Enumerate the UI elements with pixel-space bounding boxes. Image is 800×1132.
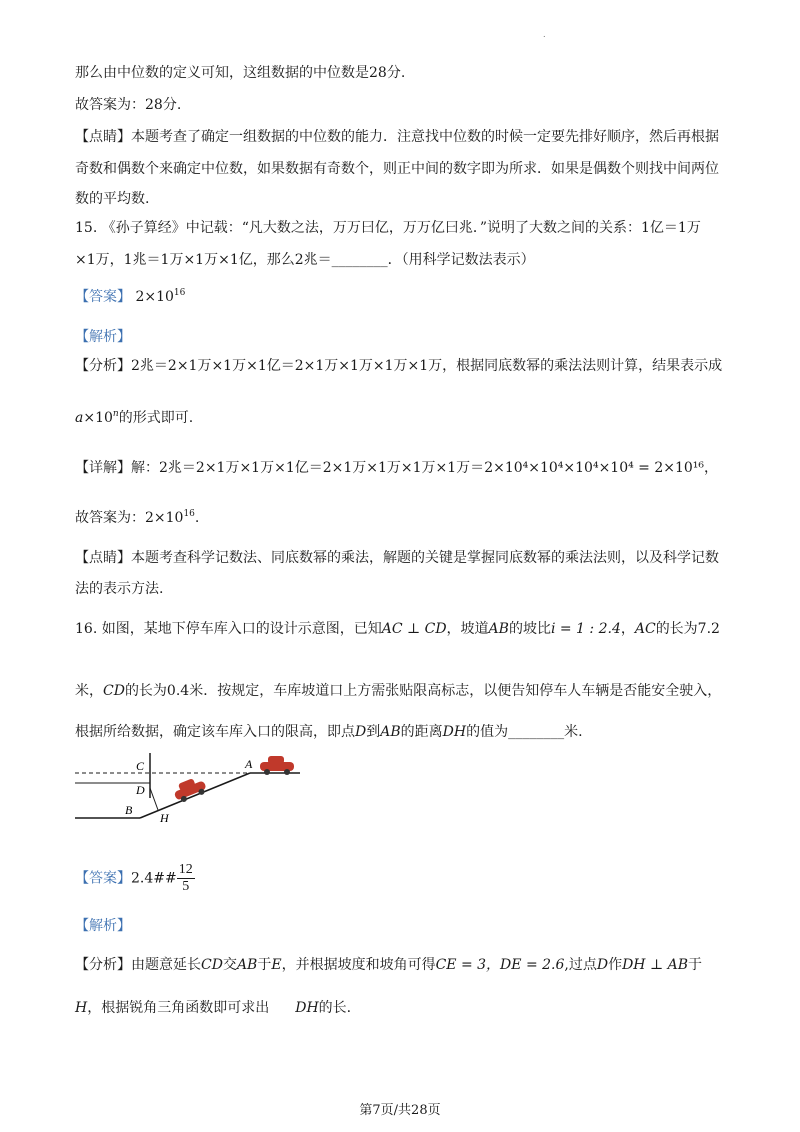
q16-text-9: 到 bbox=[366, 724, 381, 740]
analysis-16-tag: 【分析】 bbox=[75, 957, 131, 973]
q16-text-10: 的距离 bbox=[400, 724, 443, 740]
q16-text-3: 的坡比 bbox=[508, 621, 551, 637]
analysis-tail: 的形式即可. bbox=[118, 410, 194, 426]
detail-15 bbox=[75, 458, 740, 478]
q16-text-2: ，坡道 bbox=[446, 621, 489, 637]
top-mark: . bbox=[543, 30, 546, 39]
answer-16-text: 2.4## bbox=[131, 870, 177, 887]
analysis-16-line-1 bbox=[75, 955, 740, 975]
analysis-16-math-ab: AB bbox=[236, 957, 258, 973]
label-d: D bbox=[136, 783, 145, 797]
analysis-16-text-8: ，根据锐角三角函数即可求出 bbox=[87, 1000, 270, 1016]
comment-15-tag: 【点睛】 bbox=[75, 550, 131, 566]
detail-text: 解：2兆＝2×1万×1万×1亿＝2×1万×1万×1万×1万＝ bbox=[131, 460, 485, 476]
analysis-15-line-1 bbox=[75, 356, 740, 376]
label-b: B bbox=[125, 803, 133, 817]
answer-16 bbox=[75, 862, 740, 895]
analysis-16-math-h: H bbox=[75, 1000, 88, 1016]
car-icon-ramp bbox=[171, 775, 208, 805]
parking-ramp-diagram bbox=[70, 748, 310, 828]
detail-math: 2×10⁴×10⁴×10⁴×10⁴ = 2×10¹⁶ bbox=[484, 460, 705, 476]
answer-15-base: 2×10 bbox=[135, 289, 174, 305]
text-line-2: 故答案为：28分. bbox=[75, 97, 182, 113]
answer-tail: . bbox=[194, 510, 200, 526]
perpendicular-dh bbox=[150, 788, 158, 810]
q16-math-slope: i = 1 : 2.4 bbox=[550, 621, 621, 637]
question-16-line-2 bbox=[75, 681, 740, 701]
q16-text-4: ， bbox=[620, 621, 635, 637]
analysis-16-line-2 bbox=[75, 998, 740, 1018]
comment-line-3: 数的平均数. bbox=[75, 191, 150, 207]
q16-text-7: 的长为0.4米．按规定，车库坡道口上方需张贴限高标志，以便告知停车人车辆是否能安全驶入， bbox=[124, 683, 722, 699]
comment-text: 本题考查了确定一组数据的中位数的能力．注意找中位数的时候一定要先排好顺序，然后再根据 bbox=[131, 129, 719, 145]
q16-math-dh: DH bbox=[442, 724, 467, 740]
math-times-ten: ×10 bbox=[83, 410, 113, 426]
comment-15-line-1 bbox=[75, 548, 740, 568]
answer-math-exp: 16 bbox=[183, 509, 195, 519]
question-16-line-1 bbox=[75, 619, 740, 639]
q16-math-d: D bbox=[355, 724, 367, 740]
fraction-denominator: 5 bbox=[182, 879, 190, 894]
analysis-16-text-6: 作 bbox=[608, 957, 623, 973]
analysis-16-math-ce-de: CE = 3，DE = 2.6 bbox=[435, 957, 565, 973]
analysis-16-text-2: 交 bbox=[222, 957, 237, 973]
answer-tag: 【答案】 bbox=[75, 289, 131, 305]
label-c: C bbox=[136, 759, 145, 773]
comment-line-1 bbox=[75, 127, 740, 147]
car-icon-top bbox=[260, 756, 294, 775]
analysis-16-math-dh-perp-ab: DH ⊥ AB bbox=[622, 957, 688, 973]
answer-prefix: 故答案为： bbox=[75, 510, 145, 526]
analysis-16-math-d: D bbox=[596, 957, 609, 973]
answer-15 bbox=[75, 287, 740, 307]
q16-math-ac: AC bbox=[634, 621, 656, 637]
q16-math-ab: AB bbox=[488, 621, 509, 637]
analysis-heading-2: 【解析】 bbox=[75, 918, 131, 934]
analysis-16-math-cd: CD bbox=[201, 957, 223, 973]
answer-15-exp: 16 bbox=[173, 288, 186, 298]
detail-tail: ， bbox=[704, 460, 719, 476]
q16-math-cd: CD bbox=[103, 683, 125, 699]
q16-math-ab-2: AB bbox=[380, 724, 401, 740]
analysis-16-text-5: ,过点 bbox=[564, 957, 597, 973]
answer-math-base: 2×10 bbox=[145, 510, 184, 526]
q16-text-1: 16. 如图，某地下停车库入口的设计示意图，已知 bbox=[75, 621, 382, 637]
answer-16-fraction bbox=[177, 862, 195, 895]
q16-text-11: 的值为________米. bbox=[466, 724, 583, 740]
q16-math-ac-perp-cd: AC ⊥ CD bbox=[381, 621, 447, 637]
detail-tag: 【详解】 bbox=[75, 460, 131, 476]
analysis-16-math-dh: DH bbox=[295, 1000, 319, 1016]
comment-15-text: 本题考查科学记数法、同底数幂的乘法，解题的关键是掌握同底数幂的乘法法则，以及科学记数 bbox=[131, 550, 719, 566]
label-h: H bbox=[160, 811, 169, 825]
analysis-16-text-4: ，并根据坡度和坡角可得 bbox=[281, 957, 436, 973]
q16-text-6: 米， bbox=[75, 683, 103, 699]
question-15-line-2: ×1万，1兆＝1万×1万×1亿，那么2兆＝________．（用科学记数法表示） bbox=[75, 252, 535, 268]
analysis-16-text-9: 的长. bbox=[318, 1000, 352, 1016]
label-a: A bbox=[245, 757, 253, 771]
analysis-heading-1: 【解析】 bbox=[75, 329, 131, 345]
analysis-16-text-7: 于 bbox=[687, 957, 702, 973]
answer-line-15 bbox=[75, 508, 740, 528]
q16-text-5: 的长为7.2 bbox=[655, 621, 720, 637]
analysis-text: 2兆＝2×1万×1万×1亿＝2×1万×1万×1万×1万，根据同底数幂的乘法法则计算，结果表示成 bbox=[131, 358, 723, 374]
answer-16-tag: 【答案】 bbox=[75, 870, 131, 887]
fraction-numerator: 12 bbox=[178, 862, 193, 877]
math-exp-n: n bbox=[112, 409, 119, 419]
comment-tag: 【点睛】 bbox=[75, 129, 131, 145]
ramp-line-ab bbox=[140, 773, 250, 818]
analysis-16-text-3: 于 bbox=[257, 957, 272, 973]
page-footer: 第7页/共28页 bbox=[359, 1103, 441, 1118]
analysis-tag: 【分析】 bbox=[75, 358, 131, 374]
analysis-16-math-e: E bbox=[271, 957, 282, 973]
q16-text-8: 根据所给数据，确定该车库入口的限高，即点 bbox=[75, 724, 355, 740]
analysis-16-text-1: 由题意延长 bbox=[131, 957, 201, 973]
question-16-line-3 bbox=[75, 722, 740, 742]
comment-line-2: 奇数和偶数个来确定中位数，如果数据有奇数个，则正中间的数字即为所求．如果是偶数个则找中间两位 bbox=[75, 161, 719, 177]
text-line-1: 那么由中位数的定义可知，这组数据的中位数是28分. bbox=[75, 65, 406, 81]
question-15-line-1: 15. 《孙子算经》中记载：“凡大数之法，万万曰亿，万万亿曰兆．”说明了大数之间的关系：1亿＝1万 bbox=[75, 220, 701, 236]
comment-15-line-2: 法的表示方法. bbox=[75, 581, 164, 597]
math-a: a bbox=[75, 410, 84, 426]
analysis-15-line-2 bbox=[75, 408, 740, 428]
